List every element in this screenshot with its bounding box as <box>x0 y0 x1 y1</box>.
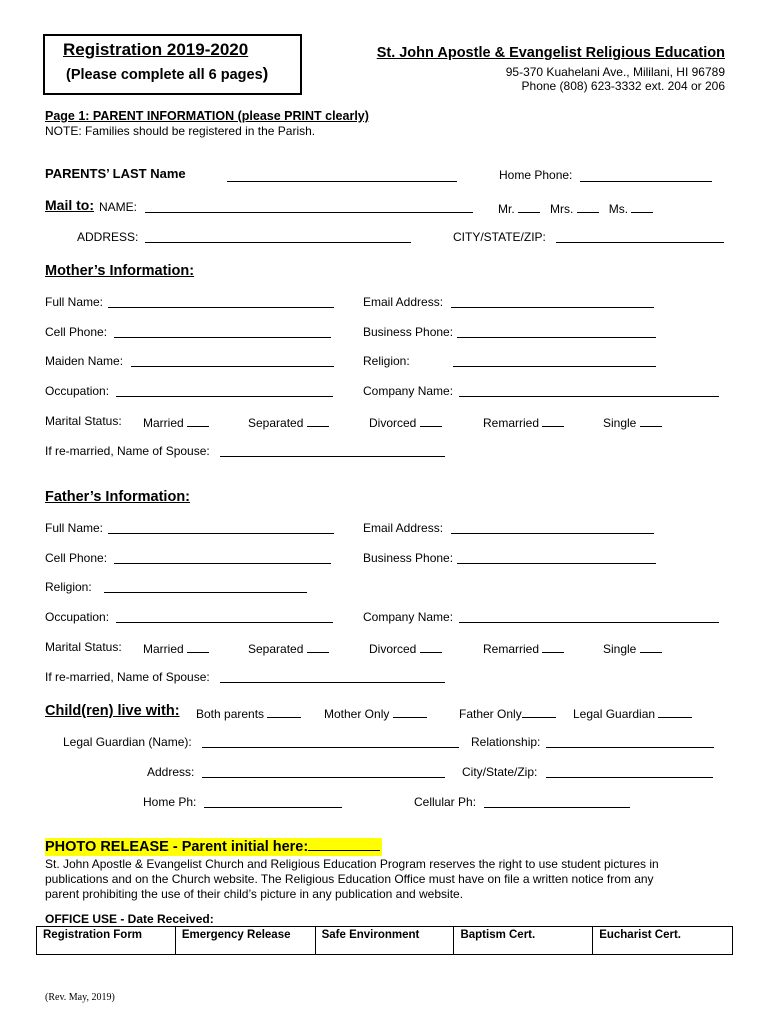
mother-email-label: Email Address: <box>363 295 444 309</box>
father-spouse-field[interactable] <box>220 682 445 683</box>
mail-to-label: Mail to: <box>45 197 94 213</box>
parents-last-name-field[interactable] <box>227 181 457 182</box>
father-occupation-label: Occupation: <box>45 610 110 624</box>
guardian-cellular-label: Cellular Ph: <box>414 795 477 809</box>
mother-maiden-label: Maiden Name: <box>45 354 124 368</box>
mother-spouse-label: If re-married, Name of Spouse: <box>45 444 210 458</box>
father-single-option: Single <box>603 640 662 656</box>
office-col-emergency: Emergency Release <box>175 927 315 955</box>
form-subtitle: (Please complete all 6 pages) <box>66 64 269 83</box>
name-label: NAME: <box>99 200 138 214</box>
father-cell-field[interactable] <box>114 563 331 564</box>
mother-occupation-field[interactable] <box>116 396 333 397</box>
office-use-heading: OFFICE USE - Date Received: <box>45 912 214 926</box>
form-title: Registration 2019-2020 <box>63 40 249 59</box>
address-label: ADDRESS: <box>77 230 139 244</box>
home-phone-label: Home Phone: <box>499 168 573 182</box>
guardian-address-label: Address: <box>147 765 195 779</box>
father-marital-label: Marital Status: <box>45 640 122 654</box>
mr-field[interactable] <box>518 200 540 213</box>
mother-company-field[interactable] <box>459 396 719 397</box>
mother-full-name-field[interactable] <box>108 307 334 308</box>
office-col-baptism: Baptism Cert. <box>454 927 593 955</box>
father-only-option: Father Only <box>459 705 556 721</box>
city-state-zip-label: CITY/STATE/ZIP: <box>453 230 546 244</box>
mother-cell-field[interactable] <box>114 337 331 338</box>
children-heading: Child(ren) live with: <box>45 703 180 719</box>
mother-business-field[interactable] <box>457 337 656 338</box>
ms-field[interactable] <box>631 200 653 213</box>
father-business-field[interactable] <box>457 563 656 564</box>
office-col-registration: Registration Form <box>37 927 176 955</box>
father-married-option: Married <box>143 640 209 656</box>
father-occupation-field[interactable] <box>116 622 333 623</box>
home-phone-field[interactable] <box>580 181 712 182</box>
organization-phone: Phone (808) 623-3332 ext. 204 or 206 <box>521 79 725 93</box>
mother-email-field[interactable] <box>451 307 654 308</box>
mother-married-option: Married <box>143 414 209 430</box>
mother-full-name-label: Full Name: <box>45 295 104 309</box>
guardian-address-field[interactable] <box>202 777 445 778</box>
father-divorced-option: Divorced <box>369 640 442 656</box>
relationship-label: Relationship: <box>471 735 541 749</box>
guardian-home-phone-field[interactable] <box>204 807 342 808</box>
organization-name: St. John Apostle & Evangelist Religious Education <box>376 45 725 61</box>
father-full-name-label: Full Name: <box>45 521 104 535</box>
father-email-field[interactable] <box>451 533 654 534</box>
address-field[interactable] <box>145 242 411 243</box>
mother-occupation-label: Occupation: <box>45 384 110 398</box>
guardian-csz-field[interactable] <box>546 777 713 778</box>
page1-note: NOTE: Families should be registered in the Parish. <box>45 124 316 138</box>
father-company-label: Company Name: <box>363 610 454 624</box>
mother-religion-field[interactable] <box>453 366 656 367</box>
photo-release-line-1: St. John Apostle & Evangelist Church and Religious Education Program reserves the right to use student pictures in <box>45 857 659 871</box>
mother-spouse-field[interactable] <box>220 456 445 457</box>
city-state-zip-field[interactable] <box>556 242 724 243</box>
father-email-label: Email Address: <box>363 521 444 535</box>
organization-address: 95-370 Kuahelani Ave., Mililani, HI 96789 <box>505 65 725 79</box>
mother-maiden-field[interactable] <box>131 366 334 367</box>
legal-guardian-option: Legal Guardian <box>573 705 692 721</box>
father-heading: Father’s Information: <box>45 489 191 505</box>
office-col-eucharist: Eucharist Cert. <box>593 927 733 955</box>
relationship-field[interactable] <box>546 747 714 748</box>
mother-single-option: Single <box>603 414 662 430</box>
father-spouse-label: If re-married, Name of Spouse: <box>45 670 210 684</box>
photo-release-line-2: publications and on the Church website. The Religious Education Office must have on file a written notice from any <box>45 872 654 886</box>
father-separated-option: Separated <box>248 640 329 656</box>
guardian-home-phone-label: Home Ph: <box>143 795 197 809</box>
mother-only-option: Mother Only <box>324 705 427 721</box>
guardian-cellular-field[interactable] <box>484 807 630 808</box>
father-business-label: Business Phone: <box>363 551 454 565</box>
page1-heading: Page 1: PARENT INFORMATION (please PRINT clearly) <box>45 109 369 123</box>
father-company-field[interactable] <box>459 622 719 623</box>
mother-separated-option: Separated <box>248 414 329 430</box>
mother-religion-label: Religion: <box>363 354 410 368</box>
father-religion-field[interactable] <box>104 592 307 593</box>
mother-business-label: Business Phone: <box>363 325 454 339</box>
guardian-csz-label: City/State/Zip: <box>462 765 538 779</box>
legal-guardian-name-label: Legal Guardian (Name): <box>63 735 192 749</box>
photo-release-heading: PHOTO RELEASE - Parent initial here: <box>45 838 382 856</box>
name-field[interactable] <box>145 212 473 213</box>
revision-note: (Rev. May, 2019) <box>45 992 115 1003</box>
legal-guardian-name-field[interactable] <box>202 747 459 748</box>
father-religion-label: Religion: <box>45 580 92 594</box>
photo-release-line-3: parent prohibiting the use of their child’s picture in any publication and website. <box>45 887 464 901</box>
mother-remarried-option: Remarried <box>483 414 564 430</box>
title-options: Mr. Mrs. Ms. <box>498 200 653 216</box>
mother-heading: Mother’s Information: <box>45 263 195 279</box>
office-use-table <box>36 926 733 955</box>
father-remarried-option: Remarried <box>483 640 564 656</box>
mother-divorced-option: Divorced <box>369 414 442 430</box>
mother-company-label: Company Name: <box>363 384 454 398</box>
parents-last-name-label: PARENTS’ LAST Name <box>45 166 186 181</box>
both-parents-option: Both parents <box>196 705 301 721</box>
father-cell-label: Cell Phone: <box>45 551 108 565</box>
father-full-name-field[interactable] <box>108 533 334 534</box>
office-col-safe-environment: Safe Environment <box>315 927 454 955</box>
mother-marital-label: Marital Status: <box>45 414 122 428</box>
mrs-field[interactable] <box>577 200 599 213</box>
mother-cell-label: Cell Phone: <box>45 325 108 339</box>
